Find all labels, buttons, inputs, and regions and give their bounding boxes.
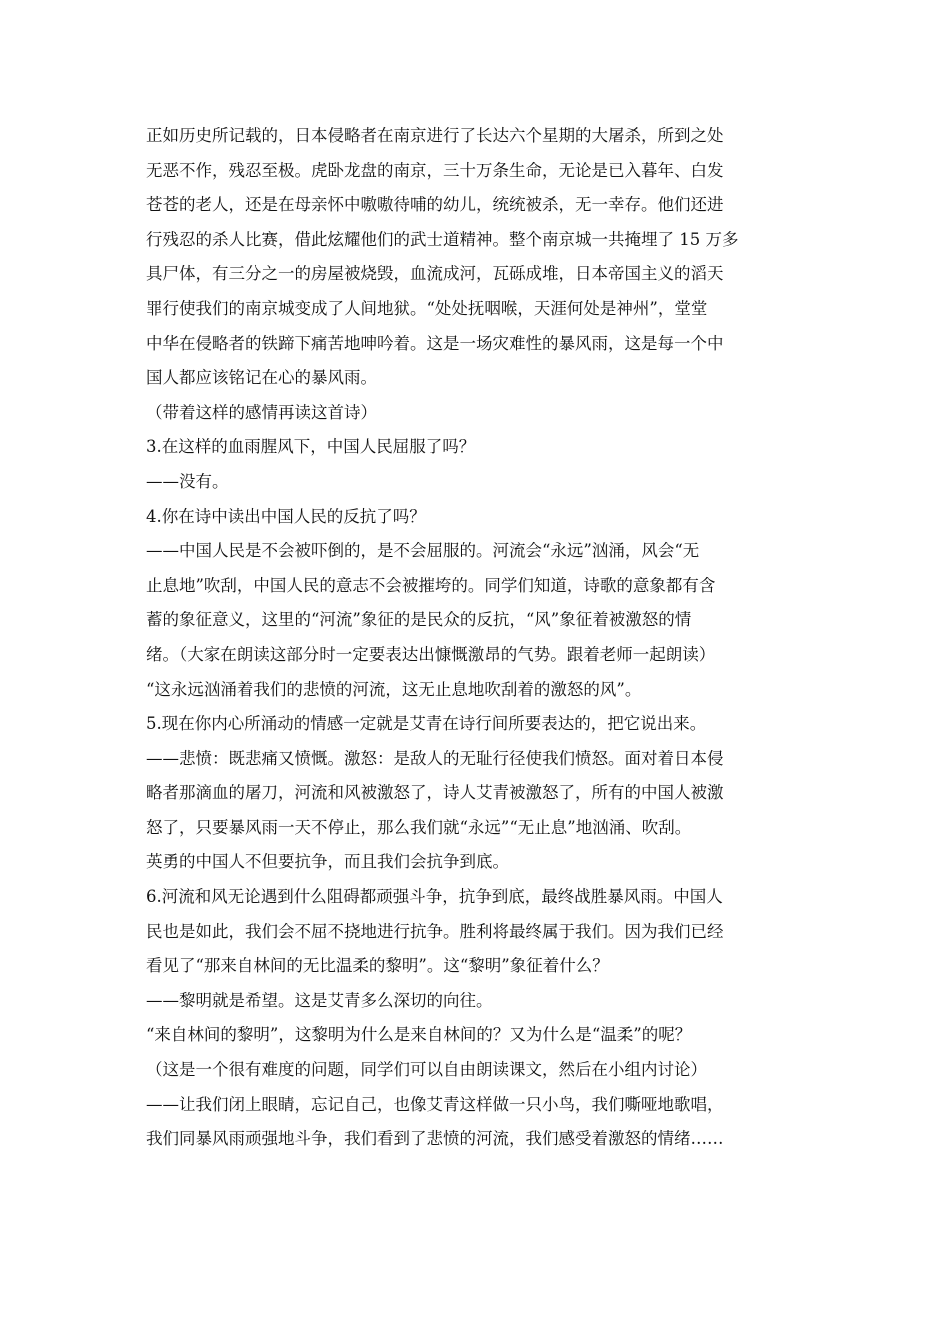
text-line: 我们同暴风雨顽强地斗争，我们看到了悲愤的河流，我们感受着激怒的情绪…… bbox=[146, 1129, 724, 1149]
text-line: 止息地”吹刮，中国人民的意志不会被摧垮的。同学们知道，诗歌的意象都有含 bbox=[146, 575, 716, 595]
text-line: 无恶不作，残忍至极。虎卧龙盘的南京，三十万条生命，无论是已入暮年、白发 bbox=[146, 160, 724, 180]
question-line: “来自林间的黎明”，这黎明为什么是来自林间的？又为什么是“温柔”的呢？ bbox=[146, 1025, 692, 1045]
answer-line: ——让我们闭上眼睛，忘记自己，也像艾青这样做一只小鸟，我们嘶哑地歌唱， bbox=[146, 1094, 724, 1114]
text-line: 看见了“那来自林间的无比温柔的黎明”。这“黎明”象征着什么？ bbox=[146, 956, 609, 976]
answer-line: ——中国人民是不会被吓倒的，是不会屈服的。河流会“永远”汹涌，风会“无 bbox=[146, 541, 700, 561]
text-line: 国人都应该铭记在心的暴风雨。 bbox=[146, 368, 377, 388]
text-line: 英勇的中国人不但要抗争，而且我们会抗争到底。 bbox=[146, 852, 509, 872]
question-line: 3.在这样的血雨腥风下，中国人民屈服了吗？ bbox=[146, 437, 476, 457]
answer-line: ——没有。 bbox=[146, 471, 229, 491]
question-line: 6.河流和风无论遇到什么阻碍都顽强斗争，抗争到底，最终战胜暴风雨。中国人 bbox=[146, 887, 723, 907]
text-line: 具尸体，有三分之一的房屋被烧毁，血流成河，瓦砾成堆，日本帝国主义的滔天 bbox=[146, 264, 724, 284]
quote-line: “这永远汹涌着我们的悲愤的河流，这无止息地吹刮着的激怒的风”。 bbox=[146, 679, 642, 699]
text-line: 略者那滴血的屠刀，河流和风被激怒了，诗人艾青被激怒了，所有的中国人被激 bbox=[146, 783, 724, 803]
text-line: （这是一个很有难度的问题，同学们可以自由朗读课文，然后在小组内讨论） bbox=[146, 1060, 707, 1080]
text-line: 民也是如此，我们会不屈不挠地进行抗争。胜利将最终属于我们。因为我们已经 bbox=[146, 921, 724, 941]
answer-line: ——悲愤：既悲痛又愤慨。激怒：是敌人的无耻行径使我们愤怒。面对着日本侵 bbox=[146, 748, 724, 768]
text-line: 怒了，只要暴风雨一天不停止，那么我们就“永远”“无止息”地汹涌、吹刮。 bbox=[146, 817, 692, 837]
text-line: 苍苍的老人，还是在母亲怀中嗷嗷待哺的幼儿，统统被杀，无一幸存。他们还进 bbox=[146, 195, 724, 215]
text-line: 行残忍的杀人比赛，借此炫耀他们的武士道精神。整个南京城一共掩埋了 15 万多 bbox=[146, 229, 739, 249]
text-line: 中华在侵略者的铁蹄下痛苦地呻吟着。这是一场灾难性的暴风雨，这是每一个中 bbox=[146, 333, 724, 353]
text-line: 蓄的象征意义，这里的“河流”象征的是民众的反抗，“风”象征着被激怒的情 bbox=[146, 610, 692, 630]
question-line: 5.现在你内心所涌动的情感一定就是艾青在诗行间所要表达的，把它说出来。 bbox=[146, 714, 707, 734]
question-line: 4.你在诗中读出中国人民的反抗了吗？ bbox=[146, 506, 426, 526]
text-line: 正如历史所记载的，日本侵略者在南京进行了长达六个星期的大屠杀，所到之处 bbox=[146, 126, 724, 145]
text-line: 罪行使我们的南京城变成了人间地狱。“处处抚咽喉，天涯何处是神州”，堂堂 bbox=[146, 298, 708, 318]
text-line: 绪。（大家在朗读这部分时一定要表达出慷慨激昂的气势。跟着老师一起朗读） bbox=[146, 644, 716, 664]
answer-line: ——黎明就是希望。这是艾青多么深切的向往。 bbox=[146, 990, 493, 1010]
body-text bbox=[146, 119, 746, 1157]
text-line: （带着这样的感情再读这首诗） bbox=[146, 402, 377, 422]
